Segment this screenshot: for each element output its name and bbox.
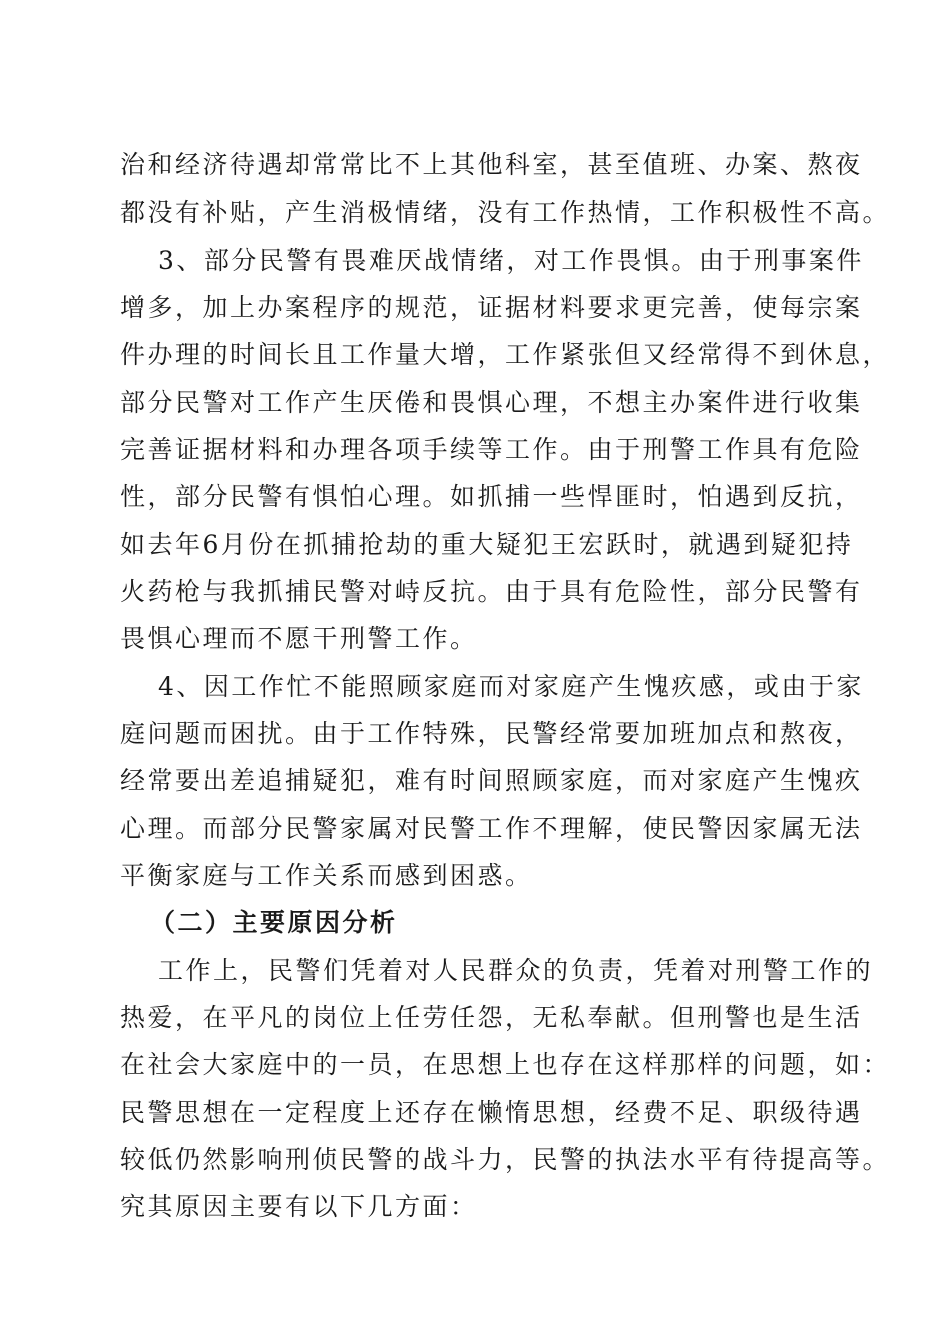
text-line: 经常要出差追捕疑犯，难有时间照顾家庭，而对家庭产生愧疚 bbox=[120, 766, 863, 795]
text-line: 在社会大家庭中的一员，在思想上也存在这样那样的问题，如： bbox=[120, 1050, 891, 1079]
text-line: 火药枪与我抓捕民警对峙反抗。由于具有危险性，部分民警有 bbox=[120, 577, 863, 606]
text-line: 4、因工作忙不能照顾家庭而对家庭产生愧疚感，或由于家 bbox=[158, 672, 864, 701]
text-line: 都没有补贴，产生消极情绪，没有工作热情，工作积极性不高。 bbox=[120, 198, 891, 227]
text-line: 庭问题而困扰。由于工作特殊，民警经常要加班加点和熬夜， bbox=[120, 719, 863, 748]
text-line: 热爱，在平凡的岗位上任劳任怨，无私奉献。但刑警也是生活 bbox=[120, 1003, 863, 1032]
text-line: 心理。而部分民警家属对民警工作不理解，使民警因家属无法 bbox=[120, 814, 863, 843]
text-line: 性，部分民警有惧怕心理。如抓捕一些悍匪时，怕遇到反抗， bbox=[120, 482, 863, 511]
text-line: 畏惧心理而不愿干刑警工作。 bbox=[120, 624, 478, 653]
text-line: 件办理的时间长且工作量大增，工作紧张但又经常得不到休息， bbox=[120, 340, 891, 369]
text-line: 治和经济待遇却常常比不上其他科室，甚至值班、办案、熬夜 bbox=[120, 150, 863, 179]
text-line: 如去年6月份在抓捕抢劫的重大疑犯王宏跃时，就遇到疑犯持 bbox=[120, 530, 854, 559]
text-line: 部分民警对工作产生厌倦和畏惧心理，不想主办案件进行收集 bbox=[120, 388, 863, 417]
text-line: 平衡家庭与工作关系而感到困惑。 bbox=[120, 861, 533, 890]
text-line: 究其原因主要有以下几方面： bbox=[120, 1192, 478, 1221]
section-heading: （二）主要原因分析 bbox=[150, 908, 398, 937]
text-line: 工作上，民警们凭着对人民群众的负责，凭着对刑警工作的 bbox=[158, 956, 874, 985]
text-line: 较低仍然影响刑侦民警的战斗力，民警的执法水平有待提高等。 bbox=[120, 1145, 891, 1174]
text-line: 完善证据材料和办理各项手续等工作。由于刑警工作具有危险 bbox=[120, 435, 863, 464]
text-line: 民警思想在一定程度上还存在懒惰思想，经费不足、职级待遇 bbox=[120, 1098, 863, 1127]
text-line: 3、部分民警有畏难厌战情绪，对工作畏惧。由于刑事案件 bbox=[158, 246, 864, 275]
text-line: 增多，加上办案程序的规范，证据材料要求更完善，使每宗案 bbox=[120, 293, 863, 322]
